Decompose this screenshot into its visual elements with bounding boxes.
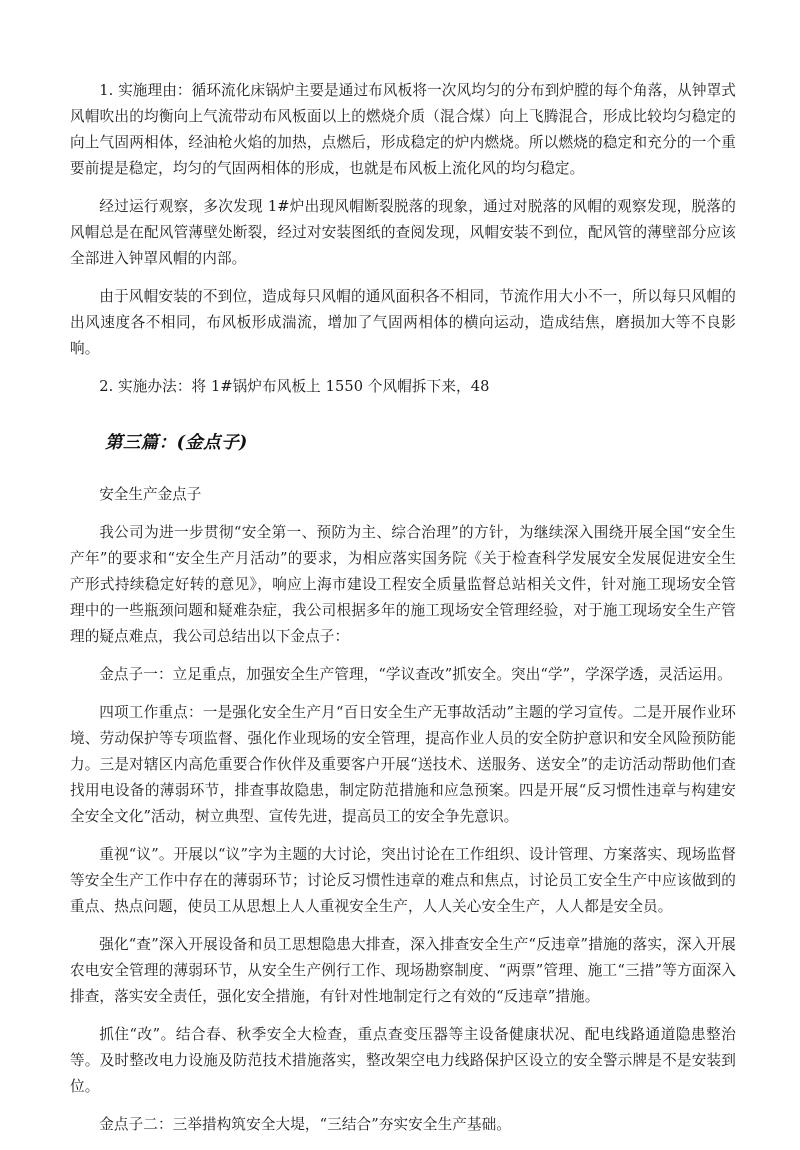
paragraph-grasp-rectification: 抓住“改”。结合春、秋季安全大检查，重点查变压器等主设备健康状况、配电线路通道隐患整治等。及时整改电力设施及防范技术措施落实，整改架空电力线路保护区设立的安全警示牌是不是安装到位。 — [70, 1026, 736, 1095]
paragraph-strengthen-inspection: 强化“查”深入开展设备和员工思想隐患大排查，深入排查安全生产“反违章”措施的落实，深入开展农电安全管理的薄弱环节，从安全生产例行工作、现场勘察制度、“两票”管理、施工“三措”等方面深入排查，落实安全责任，强化安全措施，有针对性地制定行之有效的“反违章”措施。 — [70, 936, 736, 1005]
paragraph-emphasis-discussion: 重视“议”。开展以“议”字为主题的大讨论，突出讨论在工作组织、设计管理、方案落实、现场监督等安全生产工作中存在的薄弱环节；讨论反习惯性违章的难点和焦点，讨论员工安全生产中应该做到的重点、热点问题，使员工从思想上人人重视安全生产，人人关心安全生产，人人都是安全员。 — [70, 846, 736, 915]
paragraph-golden-idea-two: 金点子二：三举措构筑安全大堤，“三结合”夯实安全生产基础。 — [99, 1116, 512, 1133]
paragraph-implementation-method: 2. 实施办法：将 1#锅炉布风板上 1550 个风帽拆下来，48 — [99, 378, 490, 395]
subtitle-safety-production-golden-ideas: 安全生产金点子 — [99, 486, 202, 503]
document-content — [70, 78, 736, 1150]
heading-section-three: 第三篇：(金点子) — [105, 433, 248, 453]
paragraph-installation-consequence: 由于风帽安装的不到位，造成每只风帽的通风面积各不相同，节流作用大小不一，所以每只风帽的出风速度各不相同，布风板形成湍流，增加了气固两相体的横向运动，造成结焦，磨损加大等不良影响。 — [70, 288, 736, 357]
paragraph-four-work-priorities: 四项工作重点：一是强化安全生产月“百日安全生产无事故活动”主题的学习宣传。二是开展作业环境、劳动保护等专项监督、强化作业现场的安全管理，提高作业人员的安全防护意识和安全风险预防能力。三是对辖区内高危重要合作伙伴及重要客户开展“送技术、送服务、送安全”的走访活动帮助他们查找用电设备的薄弱环节，排查事故隐患，制定防范措施和应急预案。四是开展“反习惯性违章与构建安全安全文化”活动，树立典型、宣传先进，提高员工的安全争先意识。 — [70, 704, 736, 825]
paragraph-golden-idea-one: 金点子一：立足重点，加强安全生产管理，“学议查改”抓安全。突出“学”，学深学透，灵活运用。 — [99, 666, 732, 683]
paragraph-implementation-reason: 1. 实施理由：循环流化床锅炉主要是通过布风板将一次风均匀的分布到炉膛的每个角落，从钟罩式风帽吹出的均衡向上气流带动布风板面以上的燃烧介质（混合煤）向上飞腾混合，形成比较均匀稳定的向上气固两相体，经油枪火焰的加热，点燃后，形成稳定的炉内燃烧。所以燃烧的稳定和充分的一个重要前提是稳定，均匀的气固两相体的形成，也就是布风板上流化风的均匀稳定。 — [70, 82, 736, 177]
paragraph-company-introduction: 我公司为进一步贯彻“安全第一、预防为主、综合治理”的方针，为继续深入围绕开展全国“安全生产年”的要求和“安全生产月活动”的要求，为相应落实国务院《关于检查科学发展安全发展促进安全生产形式持续稳定好转的意见》，响应上海市建设工程安全质量监督总站相关文件，针对施工现场安全管理中的一些瓶颈问题和疑难杂症，我公司根据多年的施工现场安全管理经验，对于施工现场安全生产管理的疑点难点，我公司总结出以下金点子： — [70, 524, 736, 645]
paragraph-operation-observation: 经过运行观察，多次发现 1#炉出现风帽断裂脱落的现象，通过对脱落的风帽的观察发现，脱落的风帽总是在配风管薄壁处断裂，经过对安装图纸的查阅发现，风帽安装不到位，配风管的薄壁部分应该全部进入钟罩风帽的内部。 — [70, 198, 736, 267]
